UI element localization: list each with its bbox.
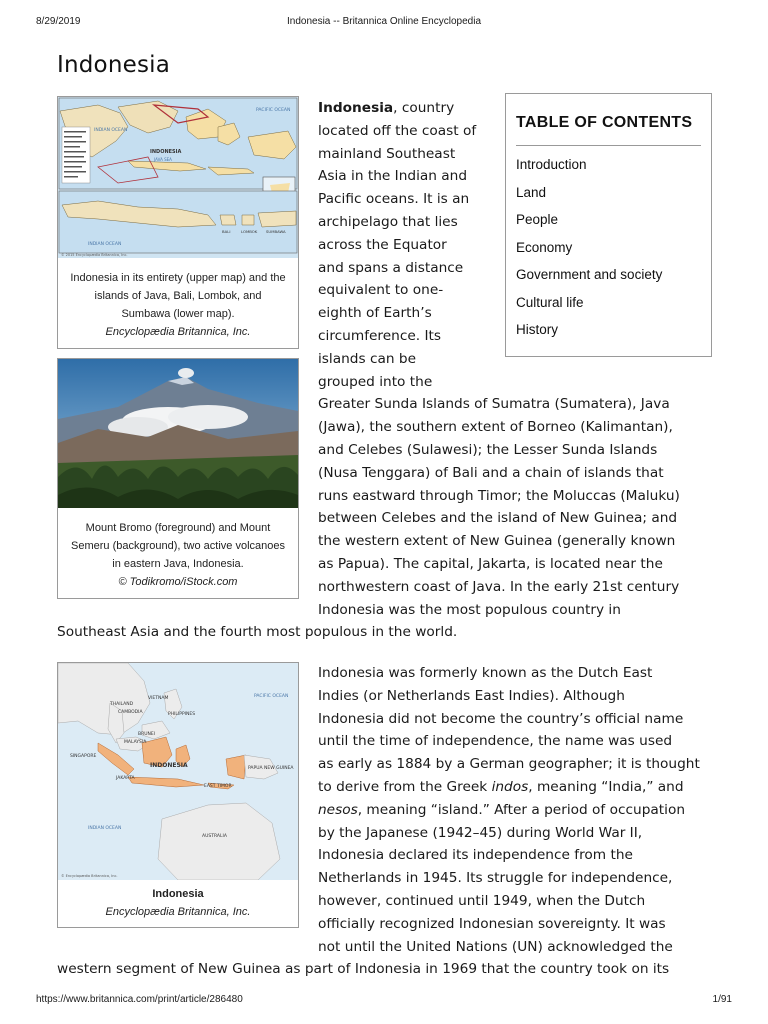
map3-label-8: JAKARTA <box>116 776 135 781</box>
figure-caption <box>62 269 294 341</box>
paragraph-line: Indonesia declared its independence from the <box>318 847 633 864</box>
paragraph-line: grouped into the <box>318 373 433 390</box>
map3-label-14: © Encyclopædia Britannica, Inc. <box>61 874 118 878</box>
map3-label-4: BRUNEI <box>138 732 156 737</box>
toc-item-history[interactable]: History <box>516 322 559 337</box>
paragraph-line: northwestern coast of Java. In the early 21st century <box>318 578 680 595</box>
caption-title: Indonesia <box>152 888 204 900</box>
paragraph-line: Southeast Asia and the fourth most populous in the world. <box>57 624 458 641</box>
figure-caption <box>62 885 294 921</box>
paragraph-line: however, continued until 1949, when the Dutch <box>318 892 646 909</box>
figure-caption <box>62 519 294 591</box>
paragraph-line: circumference. Its <box>318 327 442 344</box>
figure-mount-bromo[interactable] <box>57 358 299 599</box>
paragraph-line: runs eastward through Timor; the Moluccas (Maluku) <box>318 487 680 504</box>
map3-label-6: SINGAPORE <box>70 754 97 759</box>
figure-credit: Encyclopædia Britannica, Inc. <box>105 326 251 338</box>
page-title: Indonesia <box>57 52 171 78</box>
map3-label-3: PHILIPPINES <box>168 712 196 717</box>
paragraph-line: as Papua). The capital, Jakarta, is located near the <box>318 555 663 572</box>
print-date: 8/29/2019 <box>36 16 81 27</box>
paragraph-line: equivalent to one- <box>318 282 444 299</box>
caption-line: Semeru (background), two active volcanoes <box>71 540 285 552</box>
italic-term: indos <box>491 778 529 795</box>
caption-line: in eastern Java, Indonesia. <box>112 558 244 570</box>
toc-item-introduction[interactable]: Introduction <box>516 157 587 172</box>
paragraph-line: Indonesia was formerly known as the Dutch East <box>318 665 653 681</box>
line-text: , country <box>393 100 455 116</box>
paragraph-line: Netherlands in 1945. Its struggle for independence, <box>318 870 673 887</box>
paragraph-line <box>318 799 700 822</box>
print-header <box>36 16 732 30</box>
figure-credit: © Todikromo/iStock.com <box>118 576 238 588</box>
map3-label-10: PAPUA NEW GUINEA <box>248 766 294 771</box>
paragraph-line: Pacific oceans. It is an <box>318 191 470 208</box>
paragraph-line: western segment of New Guinea as part of Indonesia in 1969 that the country took on its <box>57 961 670 978</box>
map1-label-8: © 2015 Encyclopædia Britannica, Inc. <box>61 253 128 257</box>
paragraph-line: and spans a distance <box>318 259 464 276</box>
paragraph-line: between Celebes and the island of New Guinea; and <box>318 510 678 527</box>
line-text: to derive from the Greek <box>318 778 492 795</box>
paragraph-line: and Celebes (Sulawesi); the Lesser Sunda Islands <box>318 441 658 458</box>
indonesia-map-image[interactable] <box>58 97 298 258</box>
print-footer <box>36 994 732 1008</box>
paragraph-line: officially recognized Indonesian sovereignty. It was <box>318 915 666 932</box>
mount-bromo-photo[interactable] <box>58 359 298 508</box>
map3-label-0: THAILAND <box>110 702 134 707</box>
caption-line: islands of Java, Bali, Lombok, and <box>94 290 262 302</box>
toc-item-land[interactable]: Land <box>516 184 547 200</box>
map1-label-6: LOMBOK <box>241 229 258 234</box>
paragraph-line: by the Japanese (1942–45) during World War II, <box>318 824 643 841</box>
map1-label-4: INDIAN OCEAN <box>88 242 122 247</box>
indonesia-map-illustration <box>58 97 298 258</box>
figure-indonesia-maps[interactable] <box>57 96 299 349</box>
map3-label-2: CAMBODIA <box>118 710 143 715</box>
paragraph-line: as early as 1884 by a German geographer; it is thought <box>318 756 700 773</box>
paragraph-line <box>318 776 700 799</box>
toc-item-people[interactable]: People <box>516 212 559 227</box>
map3-label-7: INDONESIA <box>150 762 188 769</box>
caption-line: Indonesia in its entirety (upper map) and the <box>70 272 286 284</box>
map3-label-1: VIETNAM <box>148 696 169 701</box>
paragraph-line: Asia in the Indian and <box>318 168 468 185</box>
map1-label-7: SUMBAWA <box>266 229 286 234</box>
map1-label-3: JAVA SEA <box>154 157 172 162</box>
line-text: , meaning “India,” and <box>528 778 684 795</box>
print-title: Indonesia -- Britannica Online Encyclopedia <box>287 16 481 27</box>
toc-item-economy[interactable]: Economy <box>516 239 573 255</box>
paragraph-line: archipelago that lies <box>318 213 458 230</box>
paragraph-line: across the Equator <box>318 236 447 253</box>
paragraph-line: located off the coast of <box>318 122 477 139</box>
lead-term: Indonesia <box>318 100 394 116</box>
paragraph-line: eighth of Earth’s <box>318 305 432 322</box>
paragraph-line: (Nusa Tenggara) of Bali and a chain of islands that <box>318 464 664 481</box>
italic-term: nesos <box>318 801 358 818</box>
paragraph-line: Indies (or Netherlands East Indies). Although <box>318 687 625 704</box>
map1-label-2: INDONESIA <box>150 149 182 155</box>
map1-label-5: BALI <box>222 229 231 234</box>
print-url[interactable]: https://www.britannica.com/print/article/286480 <box>36 994 243 1005</box>
figure-credit: Encyclopædia Britannica, Inc. <box>105 906 251 918</box>
locator-map-image[interactable] <box>58 663 298 880</box>
map3-label-12: PACIFIC OCEAN <box>254 694 289 699</box>
toc-title: TABLE OF CONTENTS <box>516 114 693 131</box>
map3-label-13: AUSTRALIA <box>202 834 227 839</box>
page-number: 1/91 <box>712 994 732 1005</box>
caption-line: Sumbawa (lower map). <box>121 308 235 320</box>
toc-item-cultural-life[interactable]: Cultural life <box>516 294 584 310</box>
map3-label-9: EAST TIMOR <box>204 784 232 789</box>
figure-indonesia-locator-map[interactable] <box>57 662 299 928</box>
mount-bromo-illustration <box>58 359 298 508</box>
map3-label-5: MALAYSIA <box>124 740 147 745</box>
toc-item-government-and-society[interactable]: Government and society <box>516 267 663 282</box>
paragraph-line: not until the United Nations (UN) acknowledged the <box>318 938 673 955</box>
caption-line: Mount Bromo (foreground) and Mount <box>85 522 271 534</box>
paragraph-line: Greater Sunda Islands of Sumatra (Sumatera), Java <box>318 396 670 413</box>
paragraph-line: islands can be <box>318 350 417 367</box>
paragraph-line: Indonesia was the most populous country in <box>318 601 621 618</box>
map1-label-1: PACIFIC OCEAN <box>256 108 291 113</box>
paragraph-line: (Jawa), the southern extent of Borneo (Kalimantan), <box>318 419 673 436</box>
paragraph-line: mainland Southeast <box>318 145 456 162</box>
map1-label-0: INDIAN OCEAN <box>94 128 128 133</box>
line-text: , meaning “island.” After a period of occupation <box>357 801 685 818</box>
paragraph-line: the western extent of New Guinea (generally known <box>318 533 676 550</box>
map3-label-11: INDIAN OCEAN <box>88 826 122 831</box>
paragraph-line: Indonesia did not become the country’s official name <box>318 710 684 727</box>
locator-map-illustration <box>58 663 298 880</box>
paragraph-line <box>318 97 680 120</box>
paragraph-line: until the time of independence, the name was used <box>318 733 673 750</box>
